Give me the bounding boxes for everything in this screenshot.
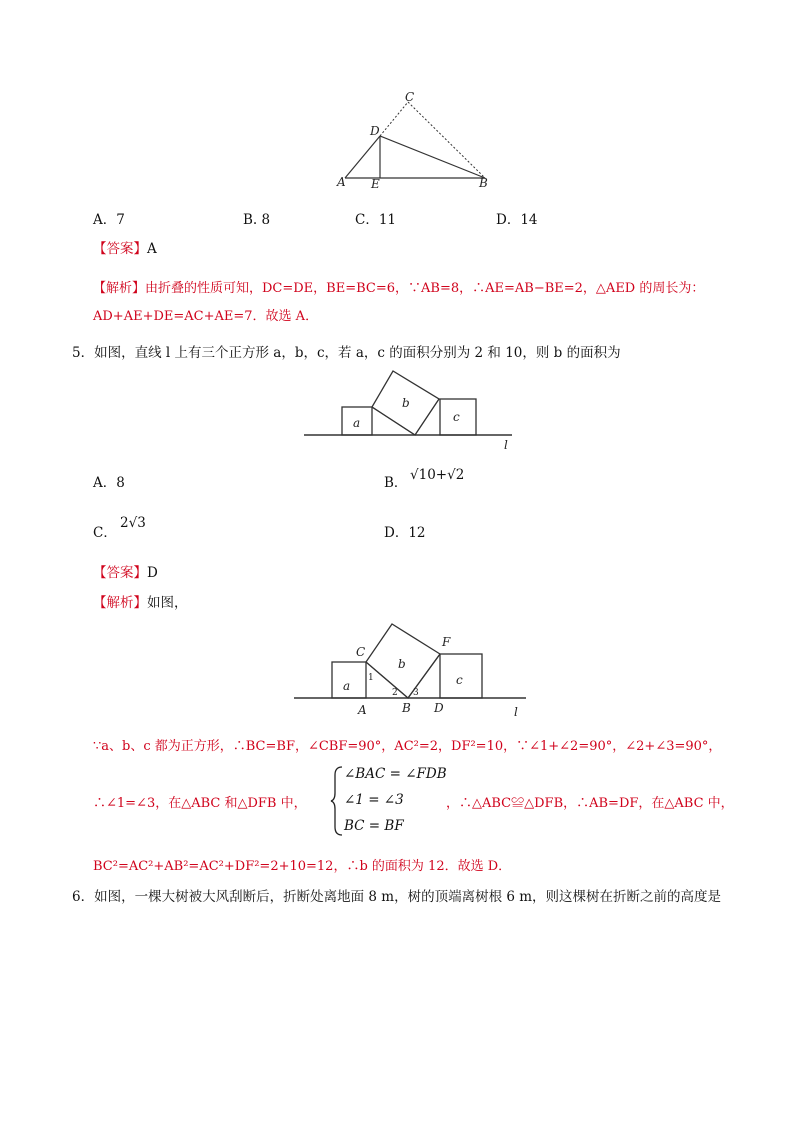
q5-number: 5． [72, 345, 95, 361]
q4-option-a: A．7 [93, 212, 125, 228]
q5-fig1-label-b: b [402, 396, 410, 410]
q5-stem-text: 如图，直线 l 上有三个正方形 a，b，c，若 a，c 的面积分别为 2 和 10，则 b 的面积为 [94, 345, 621, 361]
q4-label-D: D [370, 124, 380, 138]
q5-analysis-intro: 如图， [147, 595, 188, 611]
q6-number: 6． [72, 889, 95, 905]
q5-option-d: D．12 [384, 525, 426, 541]
q5-fig2-angle-3: 3 [413, 688, 419, 698]
q5-squares-figure [300, 365, 520, 457]
q6-stem-text: 如图，一棵大树被大风刮断后，折断处离地面 8 m，树的顶端离树根 6 m，则这棵树在折断之前的高度是 [94, 889, 722, 905]
q5-fig2-angle-1: 1 [368, 673, 374, 683]
q5-fig2-label-D: D [434, 701, 444, 715]
q5-fig2-label-B: B [402, 701, 411, 715]
q6-stem [72, 888, 721, 906]
q4-label-A: A [337, 175, 346, 189]
q4-analysis-line1: 【解析】由折叠的性质可知，DC=DE，BE=BC=6，∵AB=8，∴AE=AB−BE=2，△AED 的周长为： [93, 281, 705, 296]
q5-option-c-math: 2√3 [120, 515, 146, 531]
q5-fig2-label-F: F [442, 635, 451, 649]
q4-label-E: E [371, 177, 380, 190]
q5-fig1-label-c: c [453, 410, 460, 424]
q5-fig2-label-c: c [456, 673, 463, 687]
q5-fig2-label-A: A [358, 703, 367, 717]
q4-label-C: C [405, 90, 415, 104]
q5-labelled-figure [290, 618, 530, 722]
q4-label-B: B [479, 176, 488, 190]
q4-analysis-line2: AD+AE+DE=AC+AE=7．故选 A． [93, 309, 319, 324]
left-brace-icon [330, 765, 344, 837]
q5-fig2-label-a: a [343, 679, 351, 693]
q5-analysis-tag: 【解析】 [93, 595, 147, 611]
q4-option-c: C．11 [355, 212, 397, 228]
q5-option-b-math: √10+√2 [410, 467, 465, 483]
q5-fig1-label-l: l [504, 438, 508, 452]
q5-stem [72, 344, 621, 362]
q4-answer-value: A [147, 241, 157, 257]
q5-option-a: A．8 [93, 475, 125, 491]
q4-option-b: B. 8 [243, 212, 271, 228]
q5-equation-system [330, 765, 450, 835]
q5-solution-line2-left: ∴∠1=∠3，在△ABC 和△DFB 中， [93, 796, 307, 811]
q5-fig2-angle-2: 2 [392, 688, 398, 698]
q5-solution-line3: BC²=AC²+AB²=AC²+DF²=2+10=12，∴b 的面积为 12．故选 D． [93, 859, 512, 874]
q5-system-line1: ∠BAC = ∠FDB [344, 766, 447, 782]
q5-solution-line2-right: ，∴△ABC≌△DFB，∴AB=DF，在△ABC 中， [446, 796, 734, 811]
q5-system-line3: BC = BF [344, 818, 404, 834]
q5-fig2-label-b: b [398, 657, 406, 671]
q5-system-line2: ∠1 = ∠3 [344, 792, 404, 808]
q5-fig1-label-a: a [353, 416, 361, 430]
q4-answer-tag: 【答案】 [93, 241, 147, 257]
q5-fig2-label-C: C [356, 645, 366, 659]
q5-solution-line1: ∵a、b、c 都为正方形，∴BC=BF，∠CBF=90°，AC²=2，DF²=10，∵∠1+∠2=90°，∠2+∠3=90°， [93, 739, 722, 754]
q5-analysis-head [93, 594, 188, 612]
q5-option-c: C． [93, 525, 117, 541]
q5-option-b: B． [384, 475, 408, 491]
q5-answer [93, 564, 158, 582]
q5-fig2-label-l: l [514, 705, 518, 719]
q4-answer [93, 240, 157, 258]
q5-answer-tag: 【答案】 [93, 565, 147, 581]
q5-answer-value: D [147, 565, 158, 581]
q4-triangle-figure [325, 90, 505, 190]
q4-option-d: D．14 [496, 212, 538, 228]
